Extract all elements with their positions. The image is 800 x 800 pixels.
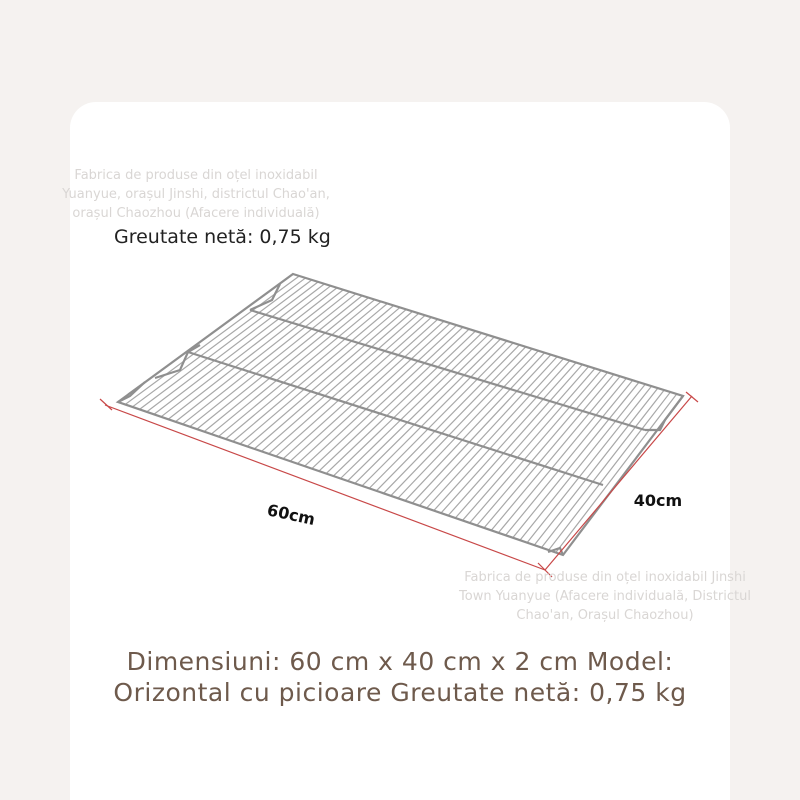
rack-frame bbox=[118, 274, 683, 555]
rack-wire bbox=[441, 363, 576, 514]
watermark-line: Yuanyue, orașul Jinshi, districtul Chao'an, bbox=[62, 187, 330, 202]
rack-wire bbox=[448, 365, 582, 516]
watermark-bottom bbox=[420, 568, 790, 625]
rack-wire bbox=[412, 355, 551, 504]
watermark-line: Fabrica de produse din oțel inoxidabil Jinshi bbox=[464, 570, 746, 585]
rack-wire bbox=[384, 347, 526, 494]
rack-wire bbox=[398, 351, 538, 499]
width-dimension-label: 40cm bbox=[633, 491, 683, 510]
rack-wire bbox=[391, 349, 532, 496]
net-weight-label: Greutate netă: 0,75 kg bbox=[114, 226, 331, 248]
caption-line-1: Dimensiuni: 60 cm x 40 cm x 2 cm Model: bbox=[126, 647, 674, 676]
rack-wire bbox=[405, 353, 545, 501]
length-dimension-label: 60cm bbox=[265, 500, 317, 529]
watermark-line: orașul Chaozhou (Afacere individuală) bbox=[72, 206, 320, 221]
caption-line-2: Orizontal cu picioare Greutate netă: 0,75 kg bbox=[113, 678, 687, 707]
watermark-line: Town Yuanyue (Afacere individuală, Districtul bbox=[459, 589, 751, 604]
rack-wire bbox=[427, 359, 564, 509]
rack-wire bbox=[434, 361, 570, 511]
rack-wire bbox=[419, 357, 557, 506]
watermark-line: Chao'an, Orașul Chaozhou) bbox=[516, 608, 694, 623]
product-caption bbox=[0, 646, 800, 708]
watermark-line: Fabrica de produse din oțel inoxidabil bbox=[74, 168, 318, 183]
